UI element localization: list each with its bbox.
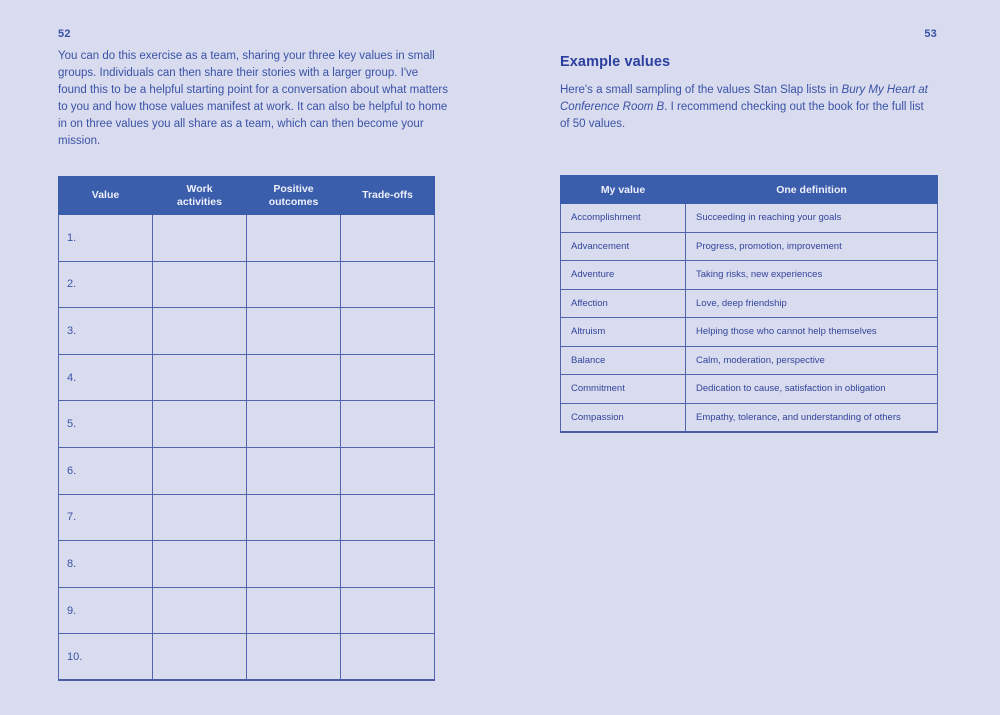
empty-cell <box>247 494 341 541</box>
definition-cell: Taking risks, new experiences <box>686 261 938 290</box>
example-row <box>561 375 938 404</box>
empty-cell <box>341 261 435 308</box>
empty-cell <box>247 541 341 588</box>
worksheet-header-value: Value <box>59 177 153 215</box>
empty-cell <box>153 587 247 634</box>
definition-cell: Succeeding in reaching your goals <box>686 204 938 233</box>
page-number-left: 52 <box>58 28 71 40</box>
row-number-cell: 10. <box>59 634 153 681</box>
definition-cell: Empathy, tolerance, and understanding of others <box>686 403 938 432</box>
empty-cell <box>247 308 341 355</box>
row-number-cell: 5. <box>59 401 153 448</box>
row-number-cell: 3. <box>59 308 153 355</box>
empty-cell <box>247 634 341 681</box>
empty-cell <box>341 354 435 401</box>
example-row <box>561 232 938 261</box>
book-title-italic: Bury My Heart at Conference Room B <box>560 84 928 113</box>
empty-cell <box>341 634 435 681</box>
empty-cell <box>341 494 435 541</box>
row-number-cell: 7. <box>59 494 153 541</box>
empty-cell <box>247 354 341 401</box>
value-cell: Affection <box>561 289 686 318</box>
worksheet-header-row <box>59 177 435 215</box>
examples-header-row <box>561 176 938 204</box>
worksheet-row <box>59 308 435 355</box>
worksheet-row <box>59 215 435 262</box>
definition-cell: Progress, promotion, improvement <box>686 232 938 261</box>
empty-cell <box>247 215 341 262</box>
empty-cell <box>341 308 435 355</box>
empty-cell <box>153 261 247 308</box>
empty-cell <box>247 401 341 448</box>
value-cell: Commitment <box>561 375 686 404</box>
worksheet-header-work-activities: Work activities <box>153 177 247 215</box>
empty-cell <box>341 587 435 634</box>
row-number-cell: 1. <box>59 215 153 262</box>
row-number-cell: 2. <box>59 261 153 308</box>
worksheet-row <box>59 634 435 681</box>
intro-paragraph-left: You can do this exercise as a team, sharing your three key values in small groups. Individuals can then share their stories with a larger group. I've found this to be a helpful starting point for a conversation about what matters to you and how those values manifest at work. It can also be helpful to home in on three values you all share as a team, which can then become your mission. <box>58 50 448 147</box>
definition-cell: Dedication to cause, satisfaction in obligation <box>686 375 938 404</box>
worksheet-row <box>59 587 435 634</box>
example-row <box>561 403 938 432</box>
worksheet-row <box>59 494 435 541</box>
worksheet-row <box>59 447 435 494</box>
example-row <box>561 204 938 233</box>
worksheet-row <box>59 261 435 308</box>
worksheet-header-positive-outcomes: Positive outcomes <box>247 177 341 215</box>
value-cell: Compassion <box>561 403 686 432</box>
empty-cell <box>153 541 247 588</box>
example-row <box>561 261 938 290</box>
worksheet-row <box>59 401 435 448</box>
definition-cell: Love, deep friendship <box>686 289 938 318</box>
empty-cell <box>153 494 247 541</box>
empty-cell <box>341 541 435 588</box>
page-title: Example values <box>560 54 671 70</box>
value-cell: Accomplishment <box>561 204 686 233</box>
empty-cell <box>247 587 341 634</box>
intro-text-before: Here's a small sampling of the values Stan Slap lists in <box>560 84 842 96</box>
row-number-cell: 4. <box>59 354 153 401</box>
examples-header-my-value: My value <box>561 176 686 204</box>
intro-text-after: . I recommend checking out the book for the full list of 50 values. <box>560 101 924 130</box>
definition-cell: Calm, moderation, perspective <box>686 346 938 375</box>
example-row <box>561 289 938 318</box>
value-cell: Balance <box>561 346 686 375</box>
empty-cell <box>341 401 435 448</box>
empty-cell <box>247 447 341 494</box>
empty-cell <box>153 308 247 355</box>
empty-cell <box>153 215 247 262</box>
example-row <box>561 318 938 347</box>
value-cell: Adventure <box>561 261 686 290</box>
empty-cell <box>153 401 247 448</box>
worksheet-header-trade-offs: Trade-offs <box>341 177 435 215</box>
value-cell: Advancement <box>561 232 686 261</box>
empty-cell <box>153 447 247 494</box>
example-values-table <box>560 175 938 433</box>
worksheet-row <box>59 541 435 588</box>
examples-header-one-definition: One definition <box>686 176 938 204</box>
value-cell: Altruism <box>561 318 686 347</box>
empty-cell <box>247 261 341 308</box>
page-number-right: 53 <box>924 28 937 40</box>
empty-cell <box>153 634 247 681</box>
intro-paragraph-right <box>560 82 928 133</box>
empty-cell <box>341 215 435 262</box>
row-number-cell: 9. <box>59 587 153 634</box>
row-number-cell: 8. <box>59 541 153 588</box>
values-worksheet-table <box>58 176 435 681</box>
row-number-cell: 6. <box>59 447 153 494</box>
definition-cell: Helping those who cannot help themselves <box>686 318 938 347</box>
empty-cell <box>153 354 247 401</box>
empty-cell <box>341 447 435 494</box>
example-row <box>561 346 938 375</box>
worksheet-row <box>59 354 435 401</box>
